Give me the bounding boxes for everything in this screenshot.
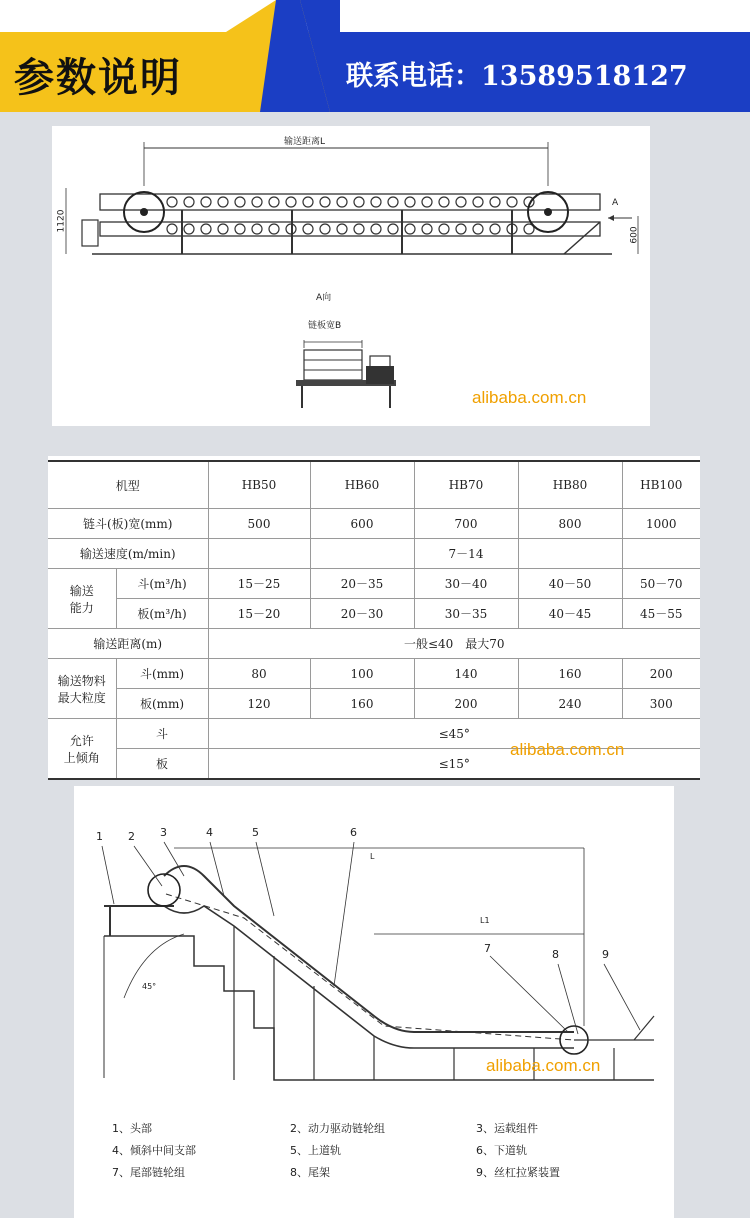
roller-top: [473, 197, 483, 207]
width-cell: 800: [518, 509, 622, 539]
distance-cell: 一般≤40 最大70: [208, 629, 700, 659]
angle-header-line2: 上倾角: [63, 750, 100, 765]
height-right-label: 600: [629, 226, 640, 244]
watermark: alibaba.com.cn: [486, 1056, 601, 1075]
angle-label: 45°: [142, 982, 157, 991]
roller-top: [201, 197, 211, 207]
capacity-bucket-cell: 30－40: [414, 569, 518, 599]
a-view-label: A向: [316, 293, 332, 303]
roller-bottom: [184, 224, 194, 234]
model-header: 机型: [48, 461, 208, 509]
roller-bottom: [388, 224, 398, 234]
legend-item: 8、尾架: [290, 1166, 330, 1179]
part-number-1: 1: [96, 830, 103, 843]
grain-header: [48, 659, 116, 719]
speed-cell-empty: [518, 539, 622, 569]
grain-bucket-cell: 160: [518, 659, 622, 689]
conveyor-side-view-drawing: [52, 126, 650, 426]
banner-title: 参数说明: [14, 55, 182, 101]
width-cell: 700: [414, 509, 518, 539]
capacity-header-line2: 能力: [69, 600, 94, 615]
spec-table: [48, 460, 700, 780]
model-cell: HB80: [518, 461, 622, 509]
roller-top: [439, 197, 449, 207]
width-cell: 600: [310, 509, 414, 539]
legend-item: 3、运载组件: [476, 1122, 538, 1135]
distance-header: 输送距离(m): [48, 629, 208, 659]
roller-top: [167, 197, 177, 207]
plate-width-label: 链板宽B: [308, 321, 342, 331]
banner-title-block: [0, 32, 226, 112]
roller-top: [388, 197, 398, 207]
part-number-3: 3: [160, 826, 167, 839]
model-cell: HB100: [622, 461, 700, 509]
length-label: 输送距离L: [284, 137, 326, 147]
capacity-bucket-cell: 20－35: [310, 569, 414, 599]
part-number-9: 9: [602, 948, 609, 961]
inclined-conveyor-panel: [74, 786, 674, 1218]
table-row: [48, 461, 700, 509]
table-row: [48, 539, 700, 569]
roller-bottom: [167, 224, 177, 234]
roller-top: [507, 197, 517, 207]
part-number-7: 7: [484, 942, 491, 955]
legend-item: 6、下道轨: [476, 1144, 527, 1157]
roller-bottom: [354, 224, 364, 234]
angle-plate-cell: ≤15°: [208, 749, 700, 780]
angle-bucket-cell: ≤45°: [208, 719, 700, 749]
roller-bottom: [371, 224, 381, 234]
roller-bottom: [235, 224, 245, 234]
grain-bucket-header: 斗(mm): [116, 659, 208, 689]
roller-bottom: [473, 224, 483, 234]
model-cell: HB50: [208, 461, 310, 509]
roller-bottom: [269, 224, 279, 234]
capacity-bucket-cell: 40－50: [518, 569, 622, 599]
table-row: [48, 599, 700, 629]
part-number-6: 6: [350, 826, 357, 839]
grain-plate-cell: 120: [208, 689, 310, 719]
part-number-8: 8: [552, 948, 559, 961]
roller-bottom: [405, 224, 415, 234]
roller-top: [320, 197, 330, 207]
grain-bucket-cell: 80: [208, 659, 310, 689]
width-cell: 1000: [622, 509, 700, 539]
model-cell: HB60: [310, 461, 414, 509]
watermark: alibaba.com.cn: [510, 740, 625, 759]
roller-bottom: [439, 224, 449, 234]
capacity-header: [48, 569, 116, 629]
roller-top: [422, 197, 432, 207]
roller-top: [405, 197, 415, 207]
legend-item: 4、倾斜中间支部: [112, 1144, 196, 1157]
spec-table-panel: [48, 456, 700, 778]
table-row: [48, 569, 700, 599]
roller-top: [354, 197, 364, 207]
width-cell: 500: [208, 509, 310, 539]
roller-top: [371, 197, 381, 207]
capacity-plate-cell: 45－55: [622, 599, 700, 629]
speed-cell-empty: [208, 539, 310, 569]
banner-diagonal: [200, 0, 340, 112]
width-header: 链斗(板)宽(mm): [48, 509, 208, 539]
legend-item: 2、动力驱动链轮组: [290, 1122, 385, 1135]
grain-plate-cell: 160: [310, 689, 414, 719]
angle-bucket-header: 斗: [116, 719, 208, 749]
dimension-l1-label: L1: [480, 916, 490, 925]
grain-bucket-cell: 200: [622, 659, 700, 689]
model-cell: HB70: [414, 461, 518, 509]
roller-bottom: [320, 224, 330, 234]
contact-phone: 联系电话：13589518127: [346, 61, 688, 92]
banner-contact-block: [330, 32, 750, 112]
header-banner: [0, 0, 750, 112]
roller-top: [456, 197, 466, 207]
legend-item: 7、尾部链轮组: [112, 1166, 185, 1179]
capacity-bucket-cell: 15－25: [208, 569, 310, 599]
grain-bucket-cell: 140: [414, 659, 518, 689]
part-number-5: 5: [252, 826, 259, 839]
roller-bottom: [337, 224, 347, 234]
capacity-bucket-header: 斗(m³/h): [116, 569, 208, 599]
roller-bottom: [303, 224, 313, 234]
capacity-bucket-cell: 50－70: [622, 569, 700, 599]
part-number-2: 2: [128, 830, 135, 843]
grain-header-line2: 最大粒度: [57, 690, 106, 705]
dimension-l-label: L: [370, 852, 375, 861]
legend-item: 5、上道轨: [290, 1144, 341, 1157]
roller-bottom: [456, 224, 466, 234]
grain-plate-cell: 200: [414, 689, 518, 719]
grain-plate-cell: 300: [622, 689, 700, 719]
speed-cell: 7－14: [414, 539, 518, 569]
roller-bottom: [490, 224, 500, 234]
angle-plate-header: 板: [116, 749, 208, 780]
speed-cell-empty: [622, 539, 700, 569]
roller-bottom: [252, 224, 262, 234]
table-row: [48, 629, 700, 659]
roller-top: [303, 197, 313, 207]
roller-bottom: [201, 224, 211, 234]
table-row: [48, 689, 700, 719]
height-left-label: 1120: [56, 209, 67, 233]
grain-plate-header: 板(mm): [116, 689, 208, 719]
capacity-plate-cell: 30－35: [414, 599, 518, 629]
capacity-header-line1: 输送: [69, 583, 94, 598]
table-row: [48, 509, 700, 539]
watermark: alibaba.com.cn: [472, 388, 587, 407]
roller-top: [337, 197, 347, 207]
angle-header-line1: 允许: [69, 733, 94, 748]
roller-top: [184, 197, 194, 207]
capacity-plate-header: 板(m³/h): [116, 599, 208, 629]
capacity-plate-cell: 20－30: [310, 599, 414, 629]
roller-top: [490, 197, 500, 207]
legend-item: 9、丝杠拉紧装置: [476, 1166, 560, 1179]
arrow-a-label: A: [612, 198, 619, 208]
roller-top: [218, 197, 228, 207]
part-number-4: 4: [206, 826, 213, 839]
capacity-plate-cell: 40－45: [518, 599, 622, 629]
roller-bottom: [218, 224, 228, 234]
table-row: [48, 659, 700, 689]
grain-bucket-cell: 100: [310, 659, 414, 689]
roller-top: [286, 197, 296, 207]
capacity-plate-cell: 15－20: [208, 599, 310, 629]
roller-top: [235, 197, 245, 207]
legend-item: 1、头部: [112, 1122, 152, 1135]
speed-header: 输送速度(m/min): [48, 539, 208, 569]
grain-plate-cell: 240: [518, 689, 622, 719]
roller-top: [252, 197, 262, 207]
angle-header: [48, 719, 116, 780]
roller-top: [269, 197, 279, 207]
conveyor-side-view-panel: [52, 126, 650, 426]
roller-bottom: [422, 224, 432, 234]
speed-cell-empty: [310, 539, 414, 569]
grain-header-line1: 输送物料: [57, 673, 106, 688]
